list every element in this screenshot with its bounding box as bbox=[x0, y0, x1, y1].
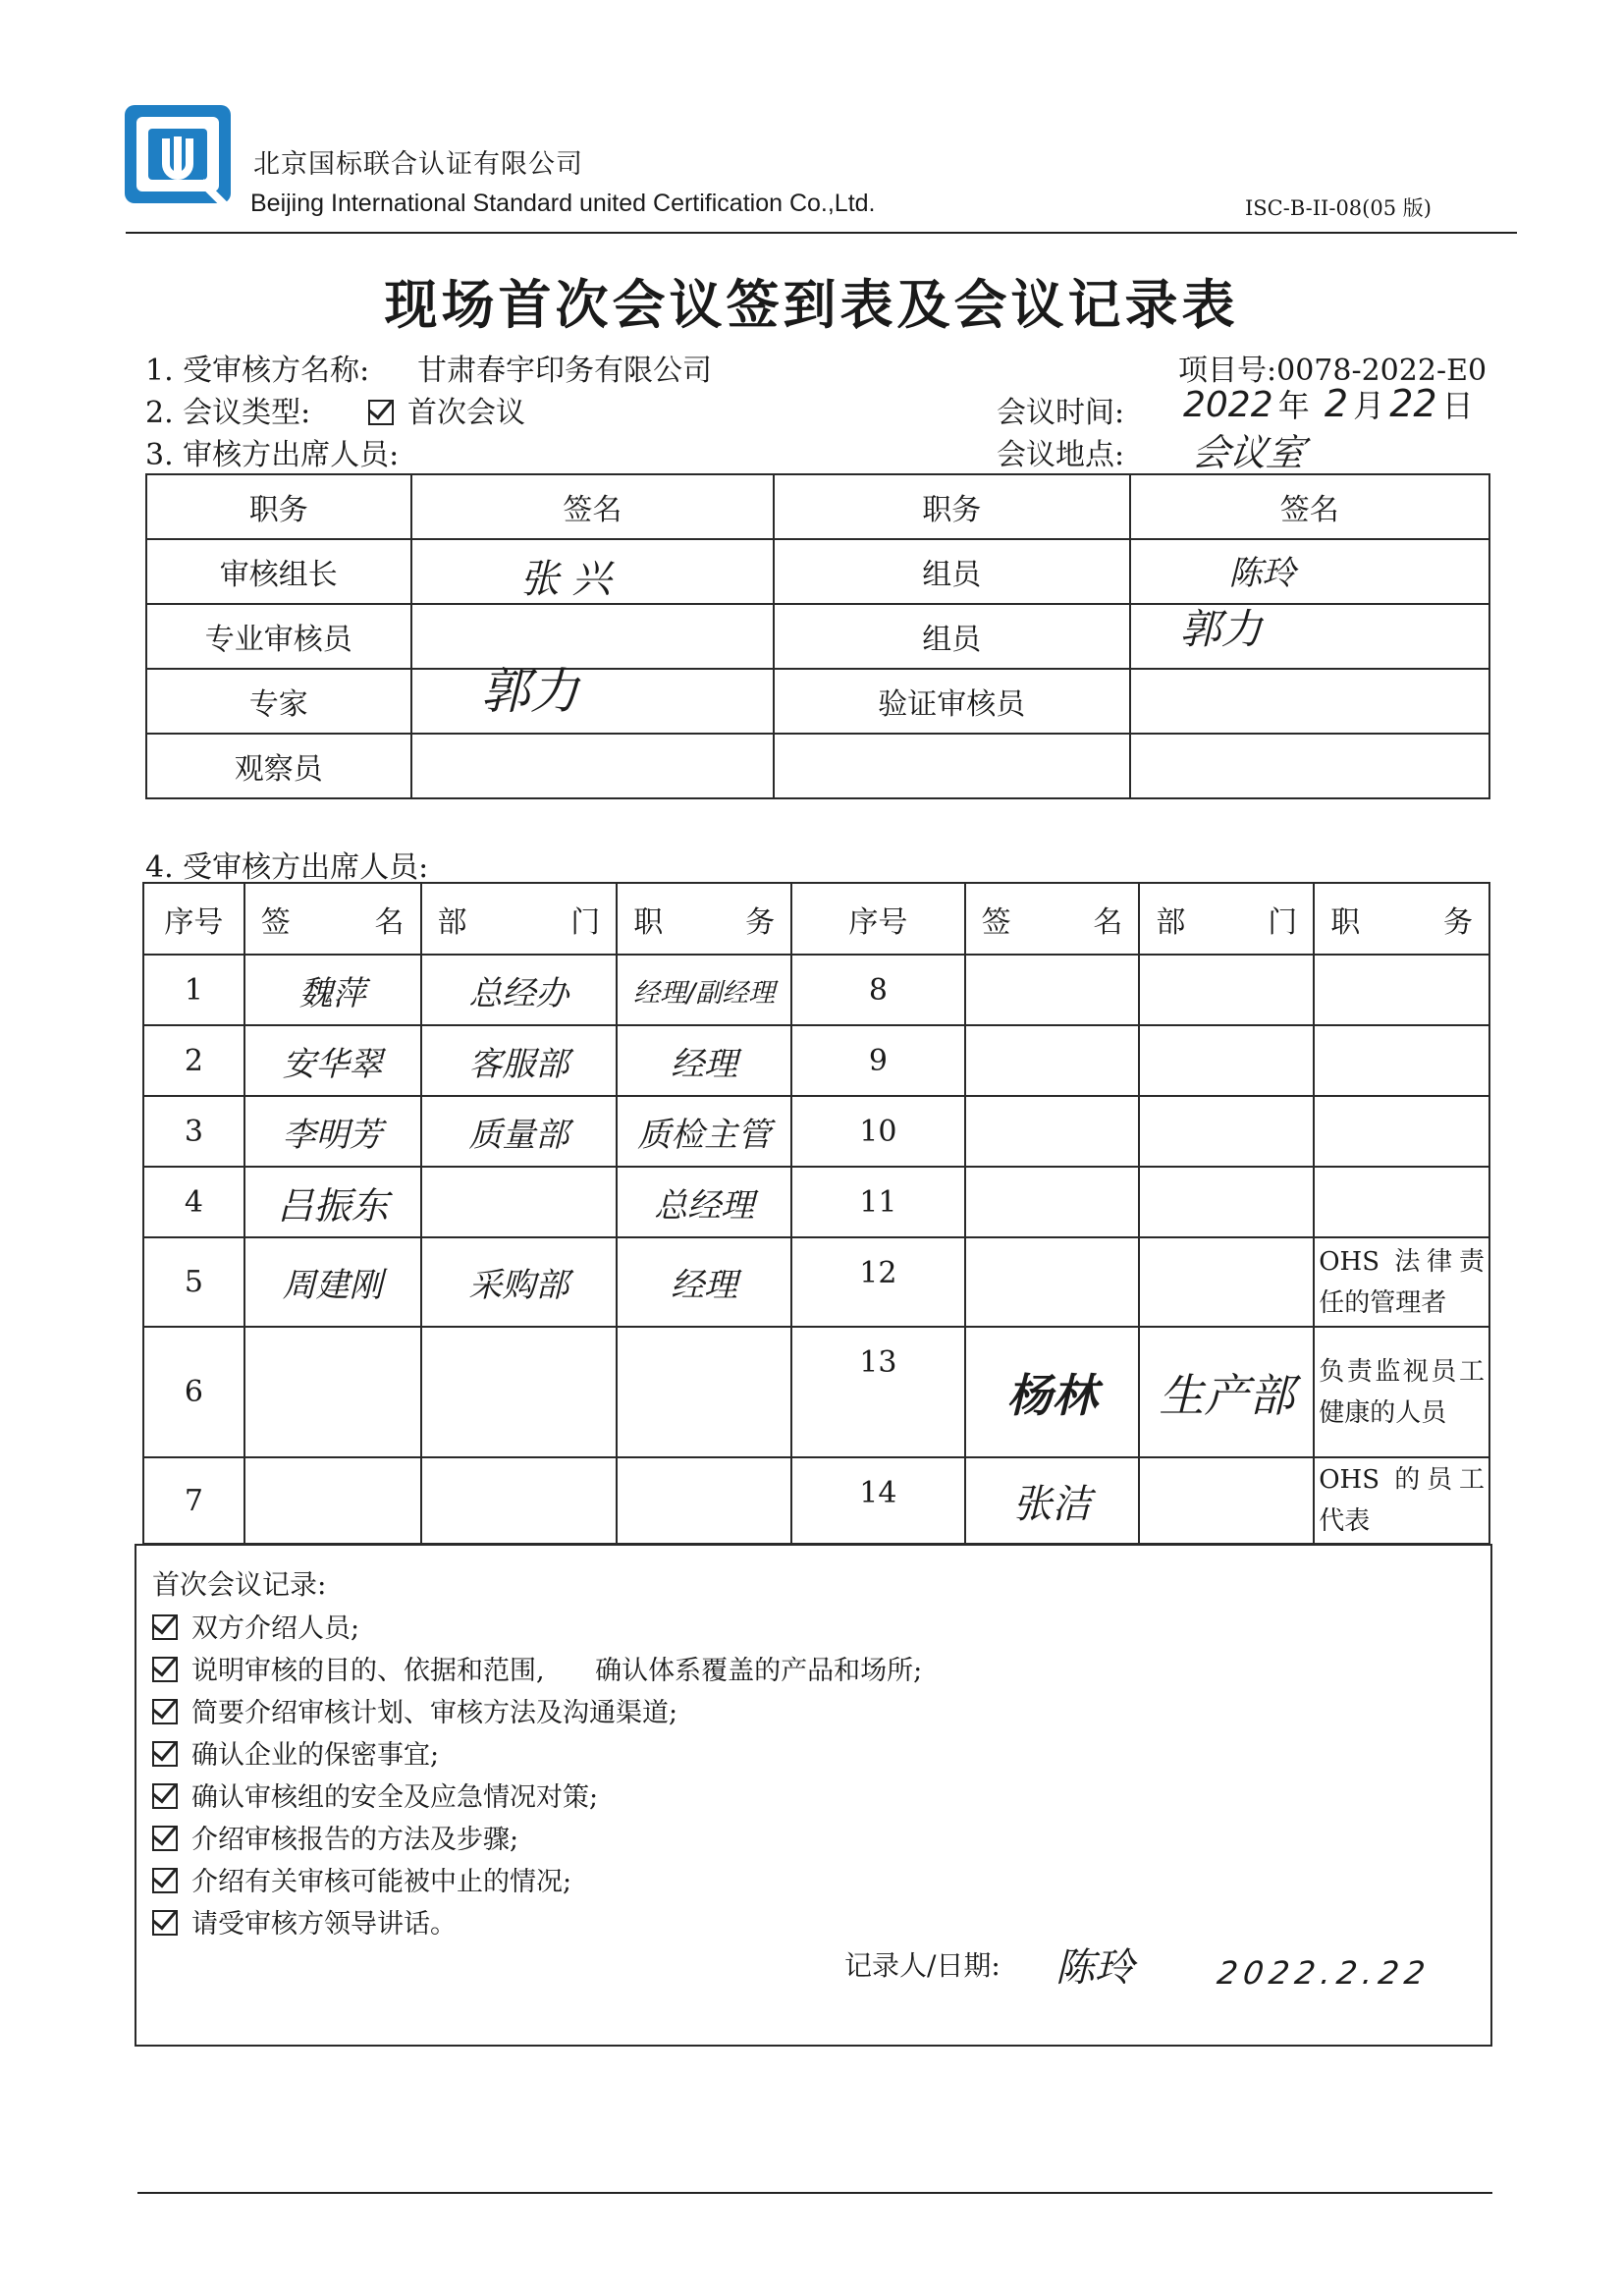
row-no-2: 13 bbox=[791, 1327, 965, 1457]
row-no: 4 bbox=[143, 1167, 244, 1237]
meeting-type-text: 首次会议 bbox=[407, 396, 525, 430]
meeting-month: 2 bbox=[1324, 382, 1349, 425]
audit-role: 验证审核员 bbox=[774, 669, 1129, 734]
table-row bbox=[143, 955, 1489, 1025]
signature-text: 郭力 bbox=[1179, 605, 1263, 653]
signature-text: 陈玲 bbox=[1228, 554, 1296, 593]
signature-text: 吕振东 bbox=[276, 1183, 389, 1228]
audit-team-table bbox=[145, 473, 1490, 799]
audit-signature bbox=[411, 663, 774, 734]
row-sign bbox=[244, 1025, 421, 1096]
row-sign-2 bbox=[965, 1025, 1140, 1096]
list-item-text: 请受审核方领导讲话。 bbox=[191, 1909, 457, 1940]
header-title bbox=[617, 883, 791, 955]
row-title bbox=[617, 1025, 791, 1096]
dept-text: 总经办 bbox=[468, 973, 569, 1013]
dept-text: 生产部 bbox=[1159, 1368, 1295, 1422]
table-row bbox=[143, 1237, 1489, 1327]
audit-role: 专家 bbox=[146, 669, 411, 734]
title-text: 总经理 bbox=[654, 1185, 755, 1226]
row-no: 7 bbox=[143, 1457, 244, 1544]
list-item-text: 确认审核组的安全及应急情况对策; bbox=[191, 1782, 599, 1813]
audit-row bbox=[146, 669, 1489, 734]
audit-role: 观察员 bbox=[146, 734, 411, 798]
header-sign bbox=[244, 883, 421, 955]
row-dept-2 bbox=[1139, 1237, 1314, 1327]
list-item bbox=[152, 1818, 518, 1856]
row-no-2: 9 bbox=[791, 1025, 965, 1096]
checked-box-icon bbox=[152, 1783, 178, 1809]
header-dept-2 bbox=[1139, 883, 1314, 955]
checked-box-icon bbox=[152, 1614, 178, 1640]
header-title-char-1: 职 bbox=[633, 904, 664, 940]
row-no: 6 bbox=[143, 1327, 244, 1457]
audit-header-sign-2: 签名 bbox=[1130, 474, 1489, 539]
audit-row bbox=[146, 734, 1489, 798]
audit-signature bbox=[411, 604, 774, 669]
checked-box-icon bbox=[368, 400, 394, 425]
meeting-day: 22 bbox=[1389, 382, 1437, 425]
table-row bbox=[143, 1025, 1489, 1096]
audit-role bbox=[774, 734, 1129, 798]
header-sign-char-2: 名 bbox=[374, 904, 405, 940]
list-item bbox=[152, 1691, 677, 1729]
header-dept-char-2: 门 bbox=[1268, 904, 1298, 940]
row-dept-2 bbox=[1139, 955, 1314, 1025]
row-title bbox=[617, 955, 791, 1025]
row-title bbox=[617, 1096, 791, 1167]
checked-box-icon bbox=[152, 1910, 178, 1936]
audit-signature bbox=[1130, 604, 1489, 669]
row-title-2: OHS 的员工代表 bbox=[1314, 1457, 1489, 1544]
header-title-char-1: 职 bbox=[1330, 904, 1361, 940]
header-title-char-2: 务 bbox=[1443, 904, 1473, 940]
title-text: 质检主管 bbox=[637, 1115, 772, 1155]
project-number-label: 项目号: bbox=[1178, 354, 1277, 388]
checked-box-icon bbox=[152, 1699, 178, 1724]
signature-text: 李明芳 bbox=[282, 1115, 383, 1155]
row-sign bbox=[244, 1457, 421, 1544]
header-rule bbox=[126, 232, 1517, 234]
footer-rule bbox=[137, 2192, 1492, 2194]
row-dept-2 bbox=[1139, 1096, 1314, 1167]
row-sign-2 bbox=[965, 1457, 1140, 1544]
signature-text: 郭力 bbox=[480, 663, 579, 720]
meeting-type-label: 2. 会议类型: bbox=[145, 396, 311, 430]
header-dept-char-2: 门 bbox=[570, 904, 601, 940]
row-title bbox=[617, 1167, 791, 1237]
audit-row bbox=[146, 539, 1489, 604]
list-item-text: 说明审核的目的、依据和范围, 确认体系覆盖的产品和场所; bbox=[191, 1656, 923, 1686]
list-item bbox=[152, 1902, 457, 1941]
list-item bbox=[152, 1733, 439, 1772]
audit-attendees-label: 3. 审核方出席人员: bbox=[145, 438, 400, 472]
header-sign-char-1: 签 bbox=[260, 904, 291, 940]
row-title-2 bbox=[1314, 1025, 1489, 1096]
row-no-2: 10 bbox=[791, 1096, 965, 1167]
company-logo bbox=[123, 103, 233, 206]
page-title: 现场首次会议签到表及会议记录表 bbox=[384, 274, 1239, 336]
recorder-signature: 陈玲 bbox=[1055, 1945, 1134, 1991]
auditee-attendance-table bbox=[142, 882, 1490, 1545]
list-item-text: 介绍审核报告的方法及步骤; bbox=[191, 1825, 519, 1855]
audit-signature bbox=[1130, 669, 1489, 734]
header-dept-char-1: 部 bbox=[437, 904, 467, 940]
row-title bbox=[617, 1237, 791, 1327]
row-dept bbox=[421, 1025, 618, 1096]
row-no-2: 14 bbox=[791, 1457, 965, 1544]
list-item bbox=[152, 1649, 922, 1687]
audit-signature bbox=[1130, 734, 1489, 798]
auditee-name-value: 甘肃春宇印务有限公司 bbox=[417, 354, 712, 388]
title-text: 经理 bbox=[671, 1266, 738, 1305]
row-dept bbox=[421, 1327, 618, 1457]
row-dept-2 bbox=[1139, 1167, 1314, 1237]
header-no-2: 序号 bbox=[791, 883, 965, 955]
header-dept bbox=[421, 883, 618, 955]
row-sign-2 bbox=[965, 1237, 1140, 1327]
meeting-place-label: 会议地点: bbox=[997, 438, 1125, 472]
header-sign-char-1: 签 bbox=[981, 904, 1011, 940]
row-no-2: 11 bbox=[791, 1167, 965, 1237]
row-sign bbox=[244, 1327, 421, 1457]
row-title-2 bbox=[1314, 955, 1489, 1025]
row-dept bbox=[421, 1457, 618, 1544]
signature-text: 杨林 bbox=[1006, 1368, 1098, 1422]
audit-signature bbox=[1130, 539, 1489, 604]
audit-signature bbox=[411, 539, 774, 604]
auditee-attendees-label: 4. 受审核方出席人员: bbox=[145, 850, 429, 885]
header-sign-2 bbox=[965, 883, 1140, 955]
meeting-month-unit: 月 bbox=[1353, 387, 1385, 424]
row-sign-2 bbox=[965, 1096, 1140, 1167]
audit-header-role-2: 职务 bbox=[774, 474, 1129, 539]
audit-header-role-1: 职务 bbox=[146, 474, 411, 539]
table-row bbox=[143, 1457, 1489, 1544]
row-dept-2 bbox=[1139, 1025, 1314, 1096]
row-sign-2 bbox=[965, 1167, 1140, 1237]
row-title bbox=[617, 1327, 791, 1457]
list-item-text: 确认企业的保密事宜; bbox=[191, 1740, 440, 1771]
audit-role: 组员 bbox=[774, 539, 1129, 604]
checked-box-icon bbox=[152, 1868, 178, 1893]
meeting-type-value bbox=[368, 388, 525, 431]
row-sign bbox=[244, 1167, 421, 1237]
company-name-cn: 北京国标联合认证有限公司 bbox=[253, 149, 583, 180]
row-title bbox=[617, 1457, 791, 1544]
project-number-value: 0078-2022-E0 bbox=[1276, 354, 1488, 388]
header-no: 序号 bbox=[143, 883, 244, 955]
row-sign-2 bbox=[965, 1327, 1140, 1457]
row-no-2: 8 bbox=[791, 955, 965, 1025]
header-title-2 bbox=[1314, 883, 1489, 955]
recorder-date: 2022.2.22 bbox=[1215, 1954, 1434, 1992]
auditee-header-row bbox=[143, 883, 1489, 955]
row-dept-2 bbox=[1139, 1457, 1314, 1544]
row-no-2: 12 bbox=[791, 1237, 965, 1327]
meeting-time-value bbox=[1183, 381, 1474, 426]
row-dept bbox=[421, 955, 618, 1025]
list-item-text: 介绍有关审核可能被中止的情况; bbox=[191, 1867, 572, 1897]
meeting-year-unit: 年 bbox=[1277, 387, 1310, 424]
title-text: 经理/副经理 bbox=[633, 977, 776, 1009]
list-item-text: 双方介绍人员; bbox=[191, 1613, 360, 1644]
meeting-year: 2022 bbox=[1183, 385, 1273, 425]
meeting-place-value: 会议室 bbox=[1189, 431, 1308, 474]
list-item bbox=[152, 1776, 598, 1814]
row-dept bbox=[421, 1237, 618, 1327]
audit-header-sign-1: 签名 bbox=[411, 474, 774, 539]
dept-text: 质量部 bbox=[468, 1115, 569, 1155]
list-item bbox=[152, 1607, 359, 1645]
audit-signature bbox=[411, 734, 774, 798]
title-text: 经理 bbox=[671, 1044, 738, 1084]
document-code: ISC-B-II-08(05 版) bbox=[1245, 196, 1432, 220]
audit-role: 专业审核员 bbox=[146, 604, 411, 669]
row-no: 2 bbox=[143, 1025, 244, 1096]
table-row bbox=[143, 1327, 1489, 1457]
row-sign bbox=[244, 955, 421, 1025]
audit-row bbox=[146, 604, 1489, 669]
row-dept-2 bbox=[1139, 1327, 1314, 1457]
row-title-2 bbox=[1314, 1096, 1489, 1167]
row-title-2: 负责监视员工健康的人员 bbox=[1314, 1327, 1489, 1457]
table-row bbox=[143, 1167, 1489, 1237]
header-dept-char-1: 部 bbox=[1156, 904, 1186, 940]
row-title-2 bbox=[1314, 1167, 1489, 1237]
checked-box-icon bbox=[152, 1741, 178, 1767]
header-title-char-2: 务 bbox=[745, 904, 776, 940]
signature-text: 安华翠 bbox=[282, 1044, 383, 1084]
audit-role: 组员 bbox=[774, 604, 1129, 669]
checked-box-icon bbox=[152, 1657, 178, 1682]
company-name-en: Beijing International Standard united Certification Co.,Ltd. bbox=[250, 190, 876, 217]
list-item-text: 简要介绍审核计划、审核方法及沟通渠道; bbox=[191, 1698, 678, 1728]
signature-text: 魏萍 bbox=[298, 973, 366, 1013]
minutes-heading: 首次会议记录: bbox=[152, 1568, 327, 1601]
row-dept bbox=[421, 1167, 618, 1237]
row-sign-2 bbox=[965, 955, 1140, 1025]
header-sign-char-2: 名 bbox=[1093, 904, 1123, 940]
row-sign bbox=[244, 1096, 421, 1167]
row-no: 3 bbox=[143, 1096, 244, 1167]
table-row bbox=[143, 1096, 1489, 1167]
dept-text: 客服部 bbox=[468, 1044, 569, 1084]
list-item bbox=[152, 1860, 571, 1898]
signature-text: 张 兴 bbox=[519, 557, 612, 602]
row-dept bbox=[421, 1096, 618, 1167]
row-no: 5 bbox=[143, 1237, 244, 1327]
auditee-name-label: 1. 受审核方名称: bbox=[145, 354, 370, 388]
recorder-label: 记录人/日期: bbox=[844, 1949, 1001, 1982]
dept-text: 采购部 bbox=[468, 1266, 569, 1305]
meeting-day-unit: 日 bbox=[1441, 387, 1474, 424]
audit-role: 审核组长 bbox=[146, 539, 411, 604]
meeting-time-label: 会议时间: bbox=[997, 396, 1125, 430]
checked-box-icon bbox=[152, 1826, 178, 1851]
signature-text: 周建刚 bbox=[282, 1266, 383, 1305]
row-sign bbox=[244, 1237, 421, 1327]
signature-text: 张洁 bbox=[1012, 1481, 1092, 1527]
row-title-2: OHS 法律责任的管理者 bbox=[1314, 1237, 1489, 1327]
row-no: 1 bbox=[143, 955, 244, 1025]
